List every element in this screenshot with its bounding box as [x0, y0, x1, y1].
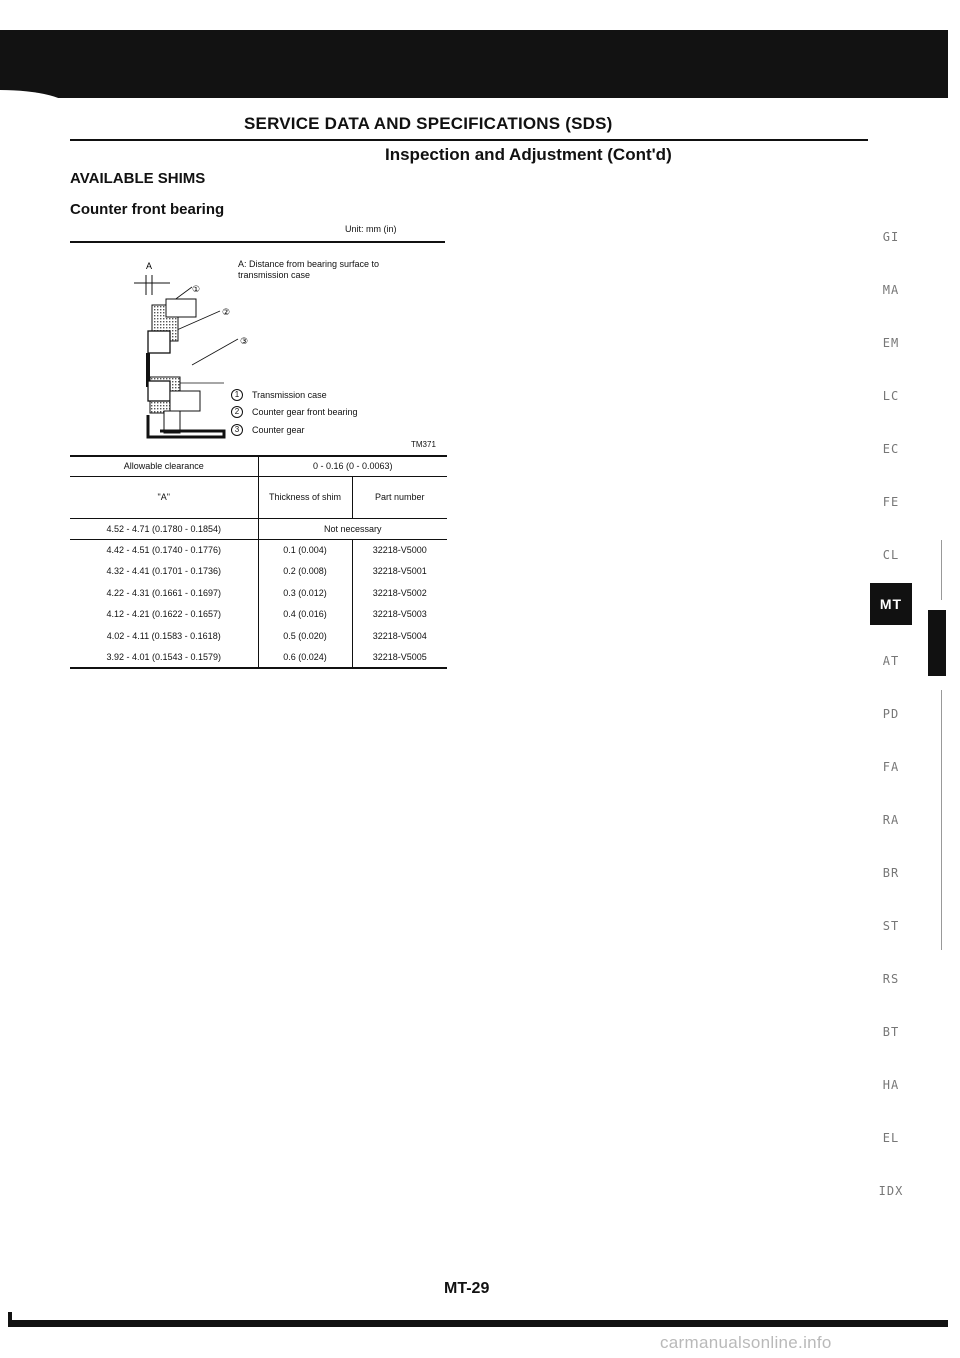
cell-a: 4.42 - 4.51 (0.1740 - 0.1776) — [70, 539, 258, 561]
cell-a: 4.22 - 4.31 (0.1661 - 0.1697) — [70, 582, 258, 604]
watermark: carmanualsonline.info — [660, 1333, 832, 1352]
index-tab-ha[interactable]: HA — [882, 1078, 900, 1092]
diagram-label-a: A — [146, 261, 153, 271]
cell-thickness: 0.2 (0.008) — [258, 561, 352, 583]
index-tab-at[interactable]: AT — [882, 654, 900, 668]
legend-number: 1 — [231, 389, 243, 401]
footer-band — [8, 1320, 948, 1327]
cell-part: 32218-V5002 — [372, 587, 427, 598]
figure-code: TM371 — [411, 440, 436, 449]
table-row — [70, 539, 447, 561]
cell-a: 4.12 - 4.21 (0.1622 - 0.1657) — [70, 604, 258, 626]
bearing-race-lower — [148, 381, 170, 401]
header-allowable: Allowable clearance — [70, 456, 258, 476]
table-column-row — [70, 476, 447, 518]
index-tab-br[interactable]: BR — [882, 866, 900, 880]
cell-thickness: 0.1 (0.004) — [258, 539, 352, 561]
callout-2: ② — [222, 307, 231, 317]
table-header-row — [70, 456, 447, 476]
legend-number: 3 — [231, 424, 243, 436]
index-tab-mt[interactable]: MT — [870, 583, 912, 625]
bearing-race-upper — [148, 331, 170, 353]
callout-1: ① — [192, 284, 201, 294]
legend-number: 2 — [231, 406, 243, 418]
table-row — [70, 518, 447, 539]
callout-3: ③ — [240, 336, 249, 346]
cell-thickness: 0.5 (0.020) — [258, 625, 352, 647]
leader-line-3 — [192, 339, 238, 365]
index-tab-pd[interactable]: PD — [882, 707, 900, 721]
cell-part: 32218-V5000 — [372, 545, 427, 555]
legend-text: Transmission case — [252, 390, 327, 400]
shim-table — [70, 456, 447, 669]
column-thickness: Thickness of shim — [258, 476, 352, 518]
index-tab-ec[interactable]: EC — [882, 442, 900, 456]
section-rule — [70, 241, 445, 243]
cell-a: 3.92 - 4.01 (0.1543 - 0.1579) — [70, 647, 258, 669]
active-section-marker — [928, 610, 946, 676]
index-tab-rs[interactable]: RS — [882, 972, 900, 986]
cell-part: 32218-V5004 — [372, 630, 427, 641]
section-subheading: Counter front bearing — [70, 201, 225, 218]
index-tab-st[interactable]: ST — [882, 919, 900, 933]
cell-thickness: 0.4 (0.016) — [258, 604, 352, 626]
page-number: MT-29 — [444, 1280, 490, 1297]
table-row — [70, 561, 447, 583]
index-tab-bt[interactable]: BT — [882, 1025, 900, 1039]
header-band — [0, 30, 948, 98]
cell-a: 4.02 - 4.11 (0.1583 - 0.1618) — [70, 625, 258, 647]
gear-lower — [170, 391, 200, 411]
index-tab-lc[interactable]: LC — [882, 389, 900, 403]
column-part: Part number — [352, 476, 447, 518]
header-clearance-value: 0 - 0.16 (0 - 0.0063) — [258, 456, 447, 476]
title-rule — [70, 139, 868, 141]
index-tab-el[interactable]: EL — [882, 1131, 900, 1145]
index-tab-em[interactable]: EM — [882, 336, 900, 350]
legend-text: Counter gear — [252, 425, 305, 435]
page-subtitle: Inspection and Adjustment (Cont'd) — [385, 145, 672, 164]
page-title: SERVICE DATA AND SPECIFICATIONS (SDS) — [244, 114, 613, 133]
cell-thickness: 0.6 (0.024) — [258, 647, 352, 669]
counter-gear-outline — [148, 415, 224, 437]
legend-item-3 — [231, 424, 305, 436]
legend-item-1 — [231, 389, 327, 401]
cell-part: 32218-V5005 — [352, 647, 447, 669]
legend-text: Counter gear front bearing — [252, 407, 358, 417]
unit-label: Unit: mm (in) — [345, 224, 397, 234]
index-tab-fa[interactable]: FA — [882, 760, 900, 774]
legend-item-2 — [231, 406, 358, 418]
index-tab-ma[interactable]: MA — [882, 283, 900, 297]
index-tab-fe[interactable]: FE — [882, 495, 900, 509]
cell-a: 4.32 - 4.41 (0.1701 - 0.1736) — [70, 561, 258, 583]
table-row — [70, 647, 447, 669]
bearing-upper — [166, 299, 196, 317]
table-row — [70, 582, 447, 604]
margin-line — [941, 690, 942, 950]
cell-a: 4.52 - 4.71 (0.1780 - 0.1854) — [70, 518, 258, 539]
index-tab-gi[interactable]: GI — [882, 230, 900, 244]
cell-part: 32218-V5003 — [372, 609, 427, 620]
margin-line — [941, 540, 942, 600]
section-heading: AVAILABLE SHIMS — [70, 170, 206, 187]
cell-thickness: 0.3 (0.012) — [258, 582, 352, 604]
table-row — [70, 604, 447, 626]
index-tab-ra[interactable]: RA — [882, 813, 900, 827]
index-tab-cl[interactable]: CL — [882, 548, 900, 562]
table-row — [70, 625, 447, 647]
diagram-caption: A: Distance from bearing surface to transmission case — [238, 259, 380, 280]
cell-note: Not necessary — [258, 518, 447, 539]
index-tab-idx[interactable]: IDX — [878, 1184, 904, 1198]
cell-part: 32218-V5001 — [372, 566, 427, 577]
column-a: "A" — [70, 476, 258, 518]
